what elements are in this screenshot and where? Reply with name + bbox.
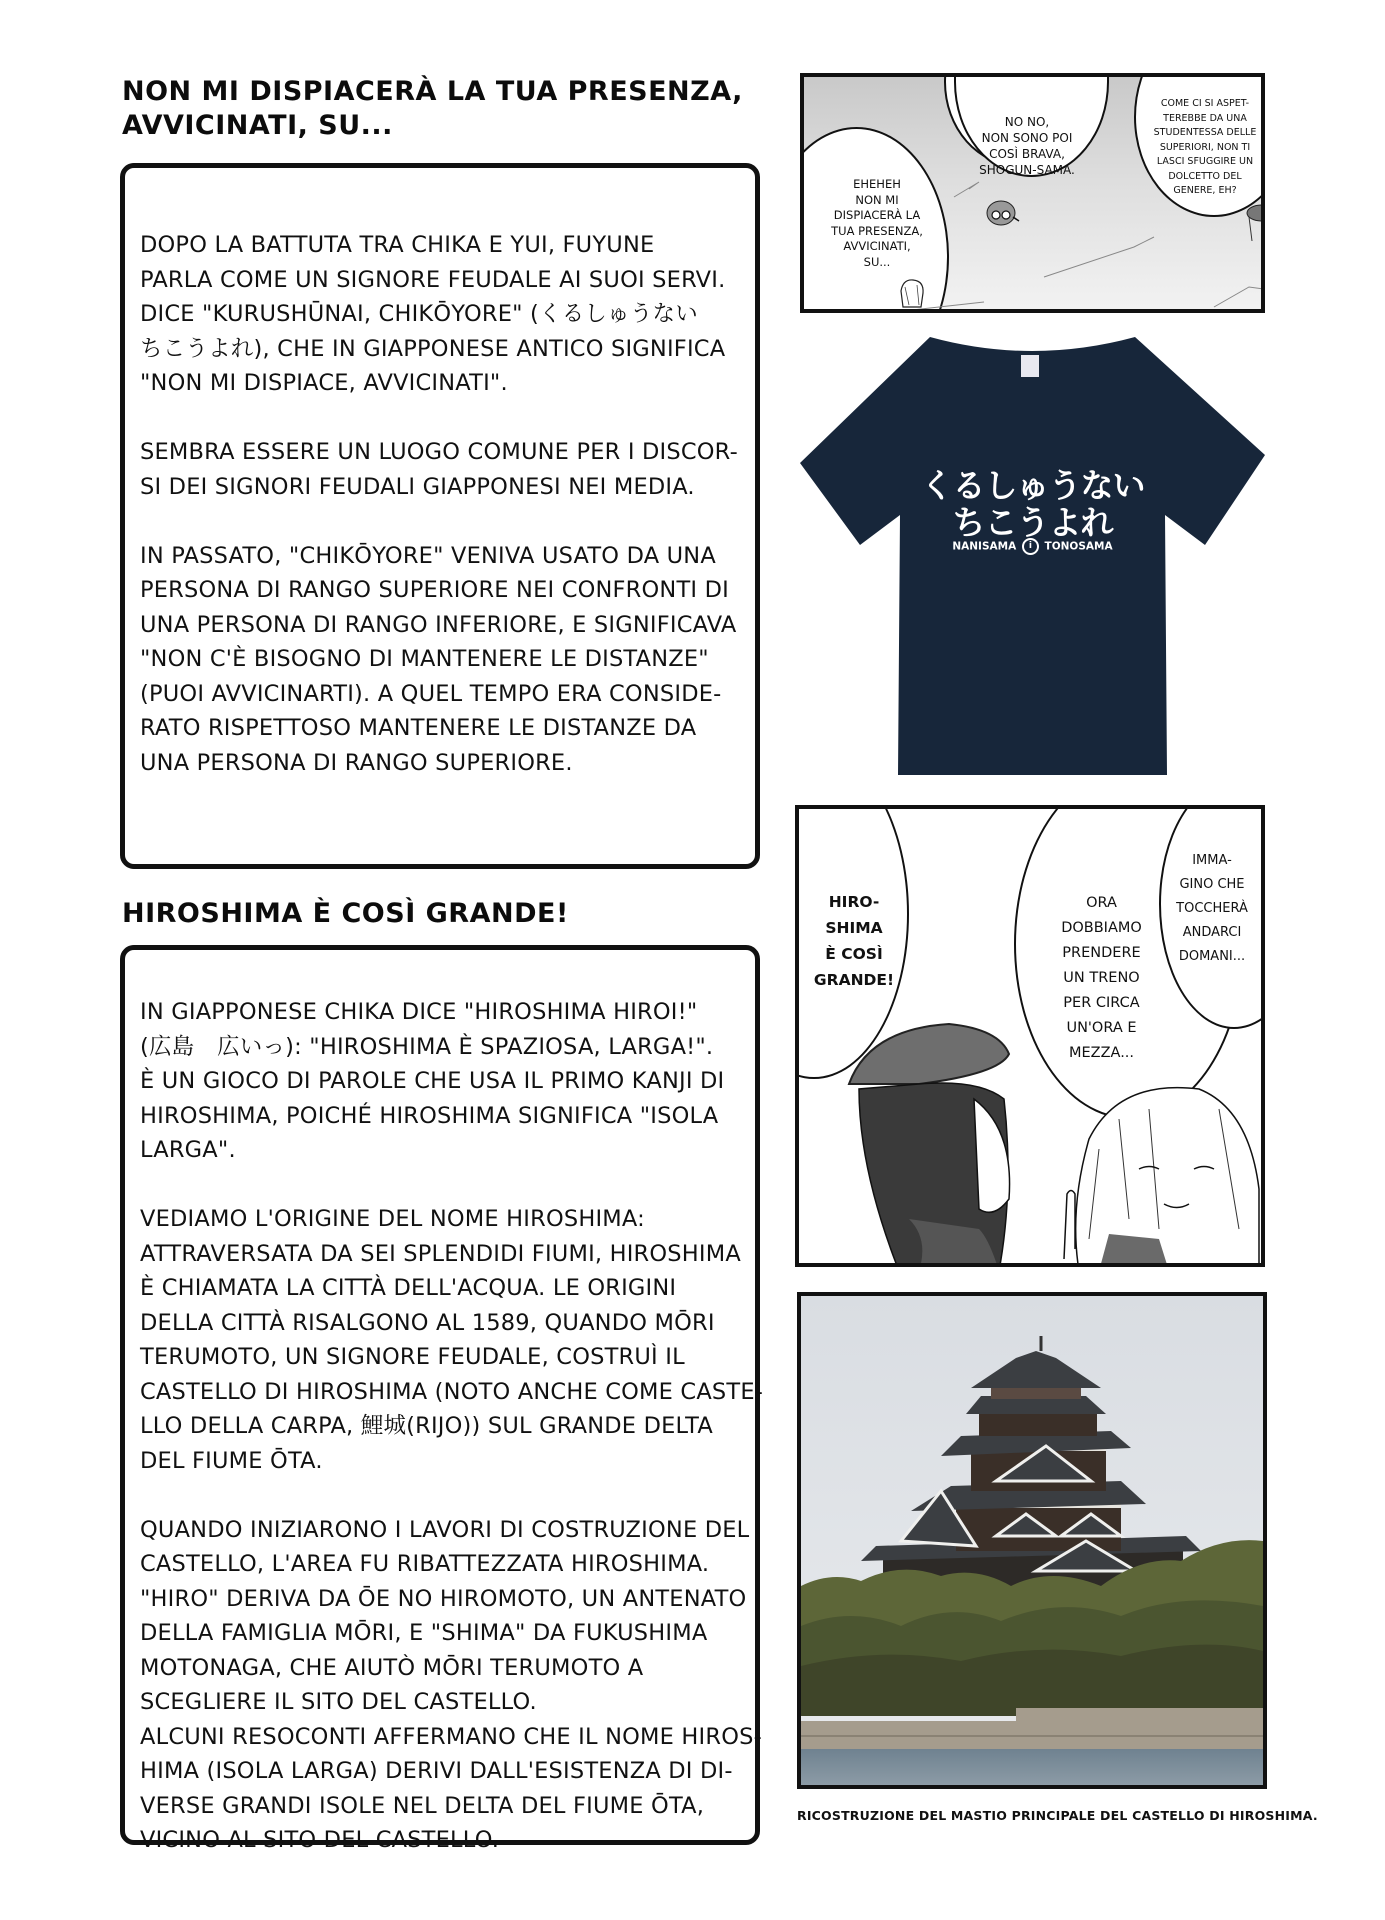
bubble-line: DOLCETTO DEL bbox=[1168, 170, 1242, 182]
text-line: HIMA (ISOLA LARGA) DERIVI DALL'ESISTENZA DI DI- bbox=[140, 1758, 733, 1784]
text-line: PARLA COME UN SIGNORE FEUDALE AI SUOI SERVI. bbox=[140, 266, 726, 293]
brand-right-text: TONOSAMA bbox=[1044, 540, 1113, 553]
bubble-line: STUDENTESSA DELLE bbox=[1153, 127, 1257, 138]
bubble-line: NO NO, bbox=[1004, 115, 1050, 129]
bubble-line: GENERE, EH? bbox=[1173, 185, 1237, 196]
bubble-line: GINO CHE bbox=[1179, 877, 1245, 892]
bubble-line: IMMA- bbox=[1192, 853, 1232, 868]
paragraph bbox=[140, 1513, 750, 1720]
bubble-line: GRANDE! bbox=[813, 971, 895, 989]
text-line: VEDIAMO L'ORIGINE DEL NOME HIROSHIMA: bbox=[140, 1206, 645, 1232]
text-line: LARGA". bbox=[140, 1137, 236, 1163]
bubble-text bbox=[809, 889, 899, 993]
text-line: SI DEI SIGNORI FEUDALI GIAPPONESI NEI MEDIA. bbox=[140, 473, 695, 500]
bubble-line: HIRO- bbox=[828, 893, 880, 911]
sky-crack-lines bbox=[804, 77, 1265, 313]
text-line: ちこうよれ), CHE IN GIAPPONESE ANTICO SIGNIFICA bbox=[140, 335, 726, 362]
castle-illustration bbox=[801, 1296, 1263, 1785]
manga-panel-hiroshima bbox=[795, 805, 1265, 1267]
text-line: RATO RISPETTOSO MANTENERE LE DISTANZE DA bbox=[140, 715, 697, 741]
heading-line: AVVICINATI, SU... bbox=[122, 110, 393, 141]
text-line: SCEGLIERE IL SITO DEL CASTELLO. bbox=[140, 1689, 537, 1715]
text-line: DELLA FAMIGLIA MŌRI, E "SHIMA" DA FUKUSHIMA bbox=[140, 1620, 708, 1646]
bubble-line: TUA PRESENZA, bbox=[831, 223, 923, 238]
bubble-line: SUPERIORI, NON TI bbox=[1159, 141, 1251, 153]
paragraph bbox=[140, 1202, 764, 1478]
tshirt-image bbox=[795, 335, 1270, 780]
bubble-line: TEREBBE DA UNA bbox=[1163, 112, 1247, 124]
text-line: È CHIAMATA LA CITTÀ DELL'ACQUA. LE ORIGINI bbox=[140, 1275, 677, 1301]
text-line: UNA PERSONA DI RANGO INFERIORE, E SIGNIFICAVA bbox=[140, 611, 737, 638]
bubble-line: SHIMA bbox=[825, 919, 883, 937]
bubble-text bbox=[1167, 849, 1257, 969]
hiroshima-castle-photo bbox=[797, 1292, 1267, 1789]
paragraph bbox=[140, 539, 740, 781]
text-line: IN PASSATO, "CHIKŌYORE" VENIVA USATO DA UNA bbox=[140, 542, 716, 569]
note-text-hiroshima bbox=[140, 995, 764, 1858]
paragraph bbox=[140, 995, 740, 1168]
bubble-line: DISPIACERÀ LA bbox=[833, 208, 921, 222]
bubble-line: COSÌ BRAVA, bbox=[989, 147, 1065, 161]
section-heading-hiroshima bbox=[122, 897, 569, 931]
heading-line: NON MI DISPIACERÀ LA TUA PRESENZA, bbox=[122, 76, 743, 107]
bubble-line: SHOGUN-SAMA. bbox=[979, 163, 1075, 177]
bubble-line: EHEHEH bbox=[853, 177, 901, 191]
text-line: (PUOI AVVICINARTI). A QUEL TEMPO ERA CONSIDE- bbox=[140, 680, 722, 707]
info-circle-icon: i bbox=[1022, 538, 1039, 555]
tshirt-print-line-2: ちこうよれ bbox=[952, 503, 1113, 542]
bubble-line: NON MI bbox=[855, 192, 899, 207]
bubble-line: SU... bbox=[863, 254, 891, 269]
bubble-line: LASCI SFUGGIRE UN bbox=[1156, 156, 1254, 167]
manga-panel-shogun bbox=[800, 73, 1265, 313]
text-line: DEL FIUME ŌTA. bbox=[140, 1447, 323, 1474]
bubble-line: UN'ORA E bbox=[1066, 1020, 1137, 1036]
text-line: DELLA CITTÀ RISALGONO AL 1589, QUANDO MŌRI bbox=[140, 1309, 715, 1336]
text-line: "HIRO" DERIVA DA ŌE NO HIROMOTO, UN ANTENATO bbox=[140, 1585, 747, 1612]
text-line: QUANDO INIZIARONO I LAVORI DI COSTRUZIONE DEL bbox=[140, 1516, 750, 1543]
text-line: ATTRAVERSATA DA SEI SPLENDIDI FIUMI, HIROSHIMA bbox=[140, 1240, 741, 1267]
bubble-line: AVVICINATI, bbox=[843, 239, 911, 253]
text-line: VICINO AL SITO DEL CASTELLO. bbox=[140, 1827, 500, 1853]
photo-caption: RICOSTRUZIONE DEL MASTIO PRINCIPALE DEL CASTELLO DI HIROSHIMA. bbox=[797, 1808, 1318, 1823]
bubble-line: DOBBIAMO bbox=[1061, 920, 1142, 936]
text-line: HIROSHIMA, POICHÉ HIROSHIMA SIGNIFICA "ISOLA bbox=[140, 1102, 719, 1129]
text-line: DOPO LA BATTUTA TRA CHIKA E YUI, FUYUNE bbox=[140, 232, 655, 258]
bubble-line: COME CI SI ASPET- bbox=[1160, 98, 1250, 109]
text-line: ALCUNI RESOCONTI AFFERMANO CHE IL NOME HIROS- bbox=[140, 1723, 762, 1750]
tshirt-shape bbox=[795, 335, 1270, 780]
text-line: "NON C'È BISOGNO DI MANTENERE LE DISTANZE" bbox=[140, 646, 709, 672]
bubble-line: È COSÌ bbox=[825, 945, 883, 963]
tshirt-print-line-1: くるしゅうない bbox=[920, 466, 1145, 505]
paragraph bbox=[140, 228, 740, 401]
heading-line: HIROSHIMA È COSÌ GRANDE! bbox=[122, 898, 569, 929]
section-heading-chikoyore bbox=[122, 75, 743, 143]
text-line: (広島 広いっ): "HIROSHIMA È SPAZIOSA, LARGA!". bbox=[140, 1033, 714, 1060]
text-line: È UN GIOCO DI PAROLE CHE USA IL PRIMO KANJI DI bbox=[140, 1068, 725, 1094]
text-line: VERSE GRANDI ISOLE NEL DELTA DEL FIUME ŌTA, bbox=[140, 1792, 705, 1819]
text-line: LLO DELLA CARPA, 鯉城(RIJO)) SUL GRANDE DELTA bbox=[140, 1413, 713, 1439]
bubble-line: ORA bbox=[1086, 895, 1117, 911]
bubble-line: TOCCHERÀ bbox=[1176, 901, 1248, 916]
text-line: CASTELLO DI HIROSHIMA (NOTO ANCHE COME CASTE- bbox=[140, 1378, 764, 1405]
brand-left-text: NANISAMA bbox=[952, 540, 1017, 553]
bubble-line: DOMANI... bbox=[1178, 949, 1246, 964]
bubble-line: PER CIRCA bbox=[1063, 995, 1140, 1011]
text-line: DICE "KURUSHŪNAI, CHIKŌYORE" (くるしゅうない bbox=[140, 301, 698, 327]
text-line: TERUMOTO, UN SIGNORE FEUDALE, COSTRUÌ IL bbox=[140, 1344, 685, 1370]
manga-characters-illustration bbox=[799, 989, 1265, 1267]
text-line: UNA PERSONA DI RANGO SUPERIORE. bbox=[140, 749, 573, 776]
paragraph bbox=[140, 435, 740, 504]
bubble-line: ANDARCI bbox=[1182, 925, 1242, 940]
bubble-line: NON SONO POI bbox=[981, 131, 1073, 145]
text-line: PERSONA DI RANGO SUPERIORE NEI CONFRONTI DI bbox=[140, 577, 729, 603]
bubble-line: UN TRENO bbox=[1063, 970, 1140, 986]
paragraph bbox=[140, 1720, 762, 1858]
text-line: SEMBRA ESSERE UN LUOGO COMUNE PER I DISCOR- bbox=[140, 439, 738, 465]
tshirt-brand bbox=[795, 538, 1270, 555]
text-line: CASTELLO, L'AREA FU RIBATTEZZATA HIROSHIMA. bbox=[140, 1551, 710, 1577]
bubble-line: PRENDERE bbox=[1062, 945, 1141, 961]
note-text-chikoyore bbox=[140, 228, 740, 780]
text-line: IN GIAPPONESE CHIKA DICE "HIROSHIMA HIROI!" bbox=[140, 999, 698, 1025]
bubble-line: MEZZA... bbox=[1068, 1045, 1135, 1061]
text-line: "NON MI DISPIACE, AVVICINATI". bbox=[140, 370, 508, 396]
text-line: MOTONAGA, CHE AIUTÒ MŌRI TERUMOTO A bbox=[140, 1654, 644, 1681]
